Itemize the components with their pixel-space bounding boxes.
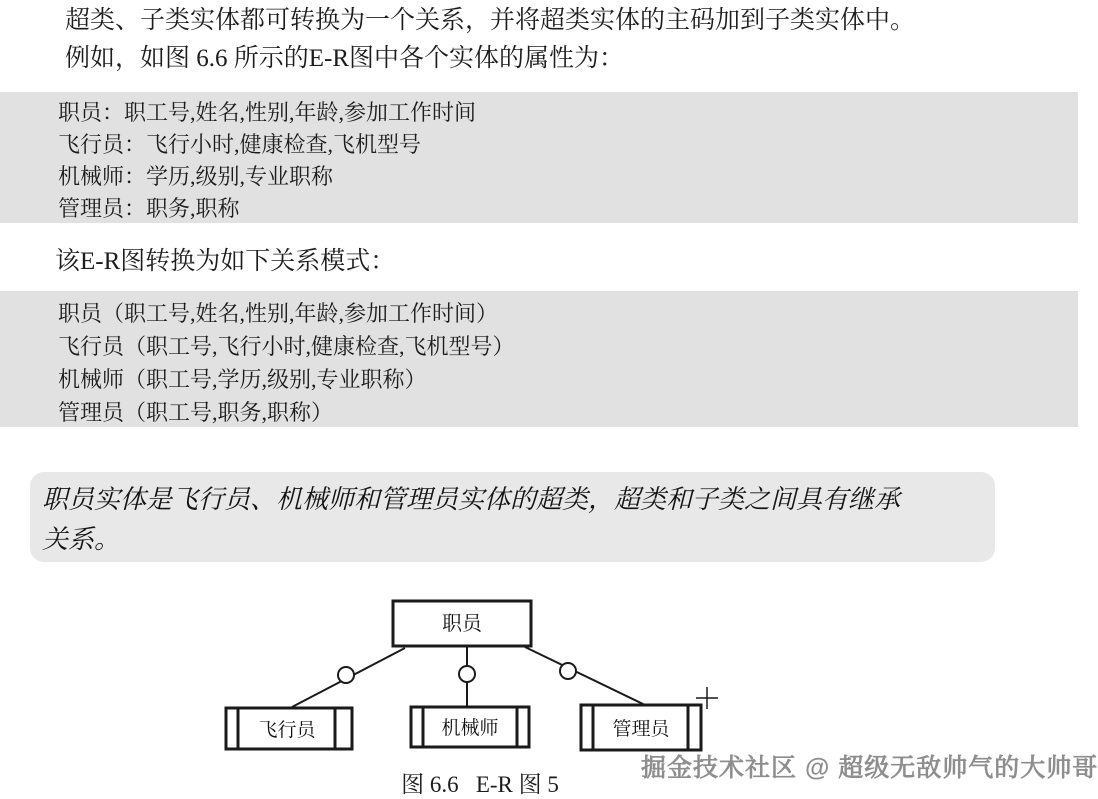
relation-line: 机械师（职工号,学历,级别,专业职称）: [58, 367, 427, 392]
note-line: 职员实体是飞行员、机械师和管理员实体的超类，超类和子类之间具有继承: [42, 485, 901, 514]
transition-sentence: 该E-R图转换为如下关系模式：: [55, 248, 396, 275]
relation-line: 职员（职工号,姓名,性别,年龄,参加工作时间）: [58, 301, 499, 326]
intro-paragraph-line-2: 例如，如图 6.6 所示的E-R图中各个实体的属性为：: [65, 45, 625, 72]
relation-line: 飞行员（职工号,飞行小时,健康检查,飞机型号）: [58, 334, 515, 359]
attribute-line: 管理员：职务,职称: [58, 196, 240, 221]
figure-caption: 图 6.6 E-R 图 5: [401, 772, 559, 797]
superclass-note-box: [30, 472, 995, 562]
entity-label-subclass-1: 飞行员: [258, 720, 316, 741]
relation-line: 管理员（职工号,职务,职称）: [58, 400, 334, 425]
entity-label-subclass-3: 管理员: [612, 719, 670, 740]
note-line: 关系。: [42, 525, 121, 554]
watermark: 掘金技术社区 @ 超级无敌帅气的大帅哥: [641, 754, 1098, 782]
entity-label-subclass-2: 机械师: [441, 718, 499, 739]
isa-circle-middle: [459, 666, 475, 682]
attribute-line: 机械师：学历,级别,专业职称: [58, 164, 334, 189]
relation-schema-block: [0, 291, 1078, 427]
isa-circle-left: [338, 667, 354, 683]
isa-circle-right: [560, 663, 576, 679]
attribute-line: 飞行员：飞行小时,健康检查,飞机型号: [58, 132, 422, 157]
intro-paragraph-line-1: 超类、子类实体都可转换为一个关系，并将超类实体的主码加到子类实体中。: [65, 7, 916, 34]
attribute-line: 职员：职工号,姓名,性别,年龄,参加工作时间: [58, 100, 477, 125]
connector-right: [525, 647, 645, 705]
er-diagram: [200, 588, 720, 766]
entity-attributes-block: [0, 92, 1078, 223]
entity-label-superclass: 职员: [442, 613, 482, 635]
